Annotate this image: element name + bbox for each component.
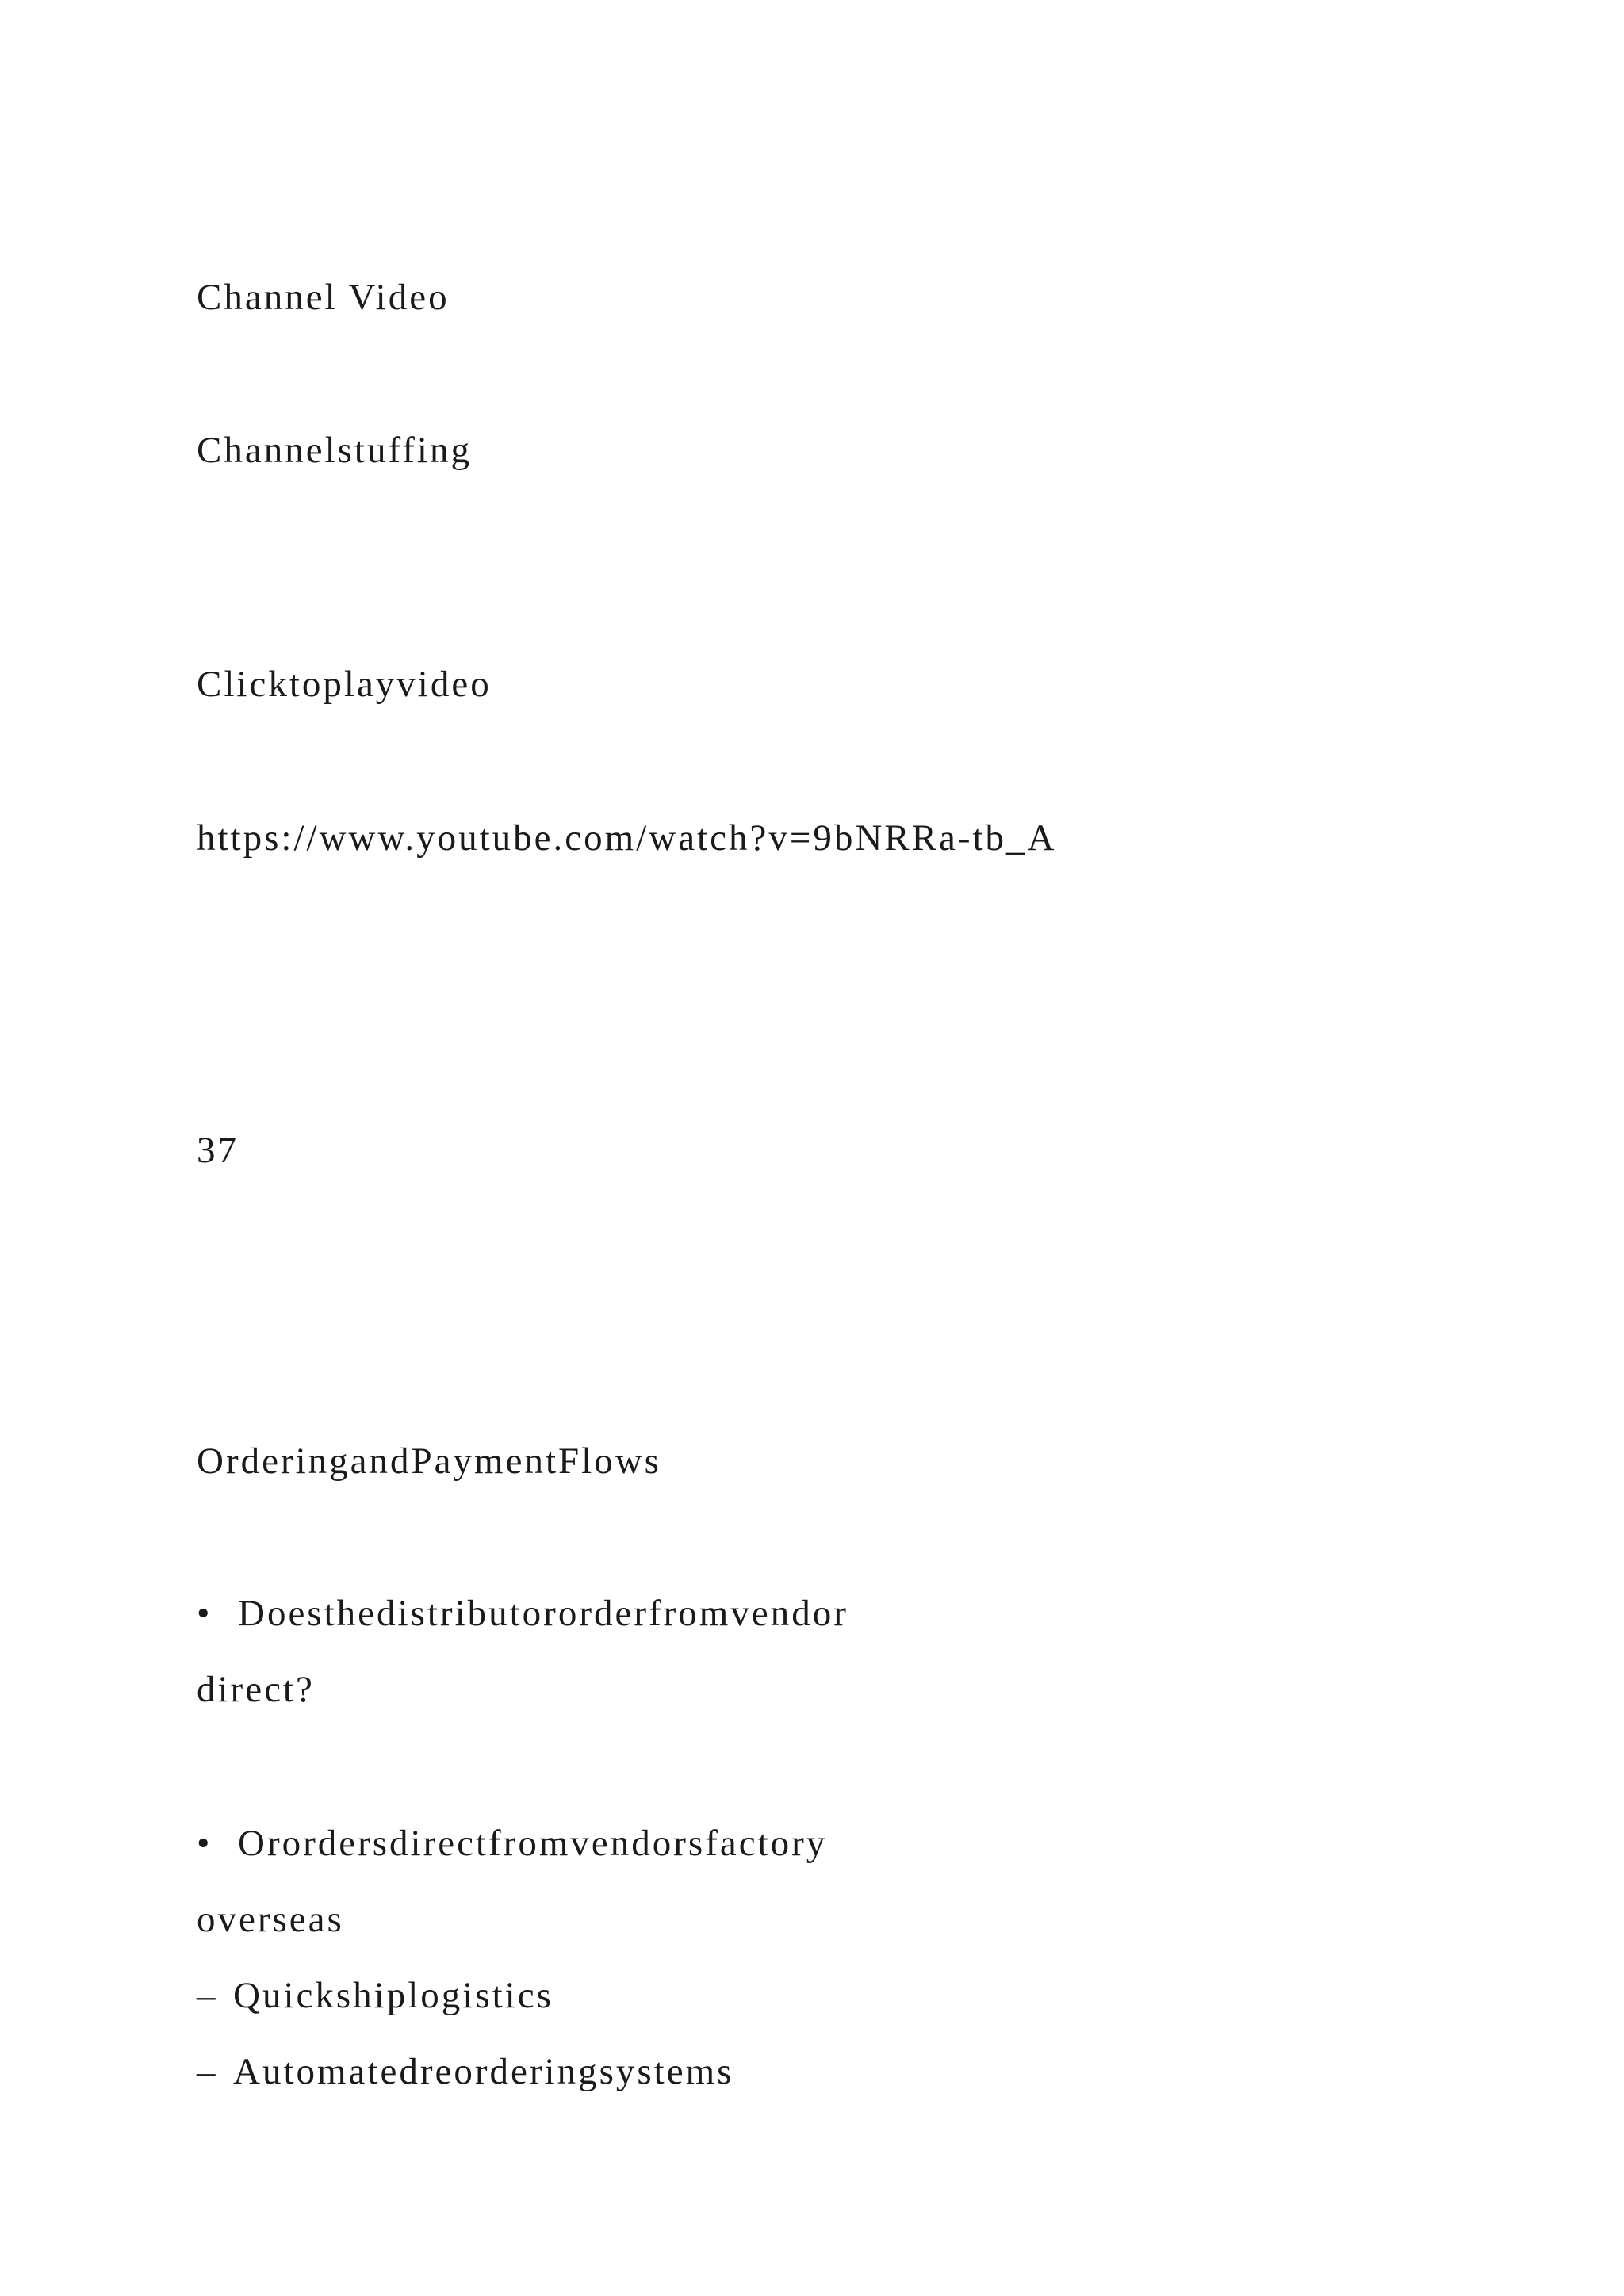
dash-marker: – [197, 2051, 218, 2092]
section-title: OrderingandPaymentFlows [197, 1441, 661, 1482]
bullet-item [197, 1595, 848, 1632]
sub-bullet-item [197, 2053, 733, 2091]
bullet-item [197, 1825, 827, 1862]
slide-title: Channel Video [197, 277, 450, 318]
video-caption: Clicktoplayvideo [197, 664, 492, 705]
bullet-marker: • [197, 1823, 213, 1864]
page-number: 37 [197, 1130, 239, 1171]
dash-marker: – [197, 1975, 218, 2016]
sub-bullet-item [197, 1977, 553, 2015]
bullet-text: Doesthedistributororderfromvendor [238, 1593, 848, 1634]
bullet-marker: • [197, 1593, 213, 1634]
bullet-text: Orordersdirectfromvendorsfactory [238, 1823, 828, 1864]
sub-bullet-text: Automatedreorderingsystems [233, 2051, 734, 2092]
subtitle: Channelstuffing [197, 430, 472, 471]
bullet-text-continuation: direct? [197, 1669, 315, 1710]
video-link[interactable]: https://www.youtube.com/watch?v=9bNRRa-tb_A [197, 817, 1057, 859]
bullet-text-continuation: overseas [197, 1899, 344, 1940]
sub-bullet-text: Quickshiplogistics [233, 1975, 553, 2016]
